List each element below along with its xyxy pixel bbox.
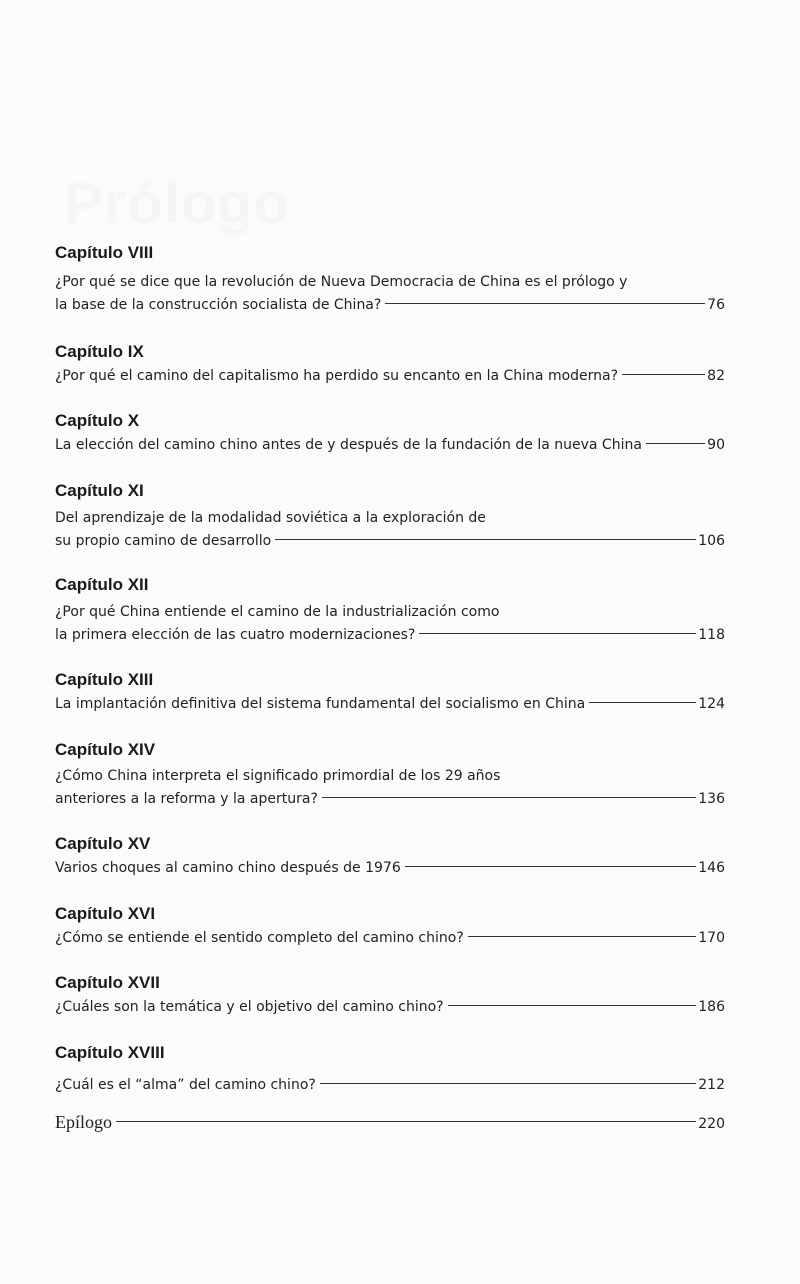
dot-leader <box>116 1121 696 1122</box>
page-number: 136 <box>698 791 725 807</box>
page-number: 220 <box>698 1116 725 1132</box>
chapter-title: Capítulo XIV <box>55 740 156 759</box>
chapter-title: Capítulo XV <box>55 834 151 853</box>
dot-leader <box>448 1005 697 1006</box>
toc-entry-chapter-9 <box>55 342 725 388</box>
page-number: 146 <box>698 860 725 876</box>
chapter-title: Capítulo XIII <box>55 670 154 689</box>
chapter-title: Capítulo IX <box>55 342 144 361</box>
page-number: 124 <box>698 696 725 712</box>
toc-entry-epilogue <box>55 1110 725 1136</box>
dot-leader <box>405 866 697 867</box>
page-number: 170 <box>698 930 725 946</box>
entry-text-line: Varios choques al camino chino después de 1976 <box>55 860 401 876</box>
toc-entry-chapter-14 <box>55 740 725 811</box>
page-number: 82 <box>707 368 725 384</box>
toc-entry-chapter-17 <box>55 973 725 1019</box>
toc-entry-chapter-16 <box>55 904 725 950</box>
toc-entry-chapter-12 <box>55 575 725 647</box>
dot-leader <box>419 633 696 634</box>
toc-entry-chapter-13 <box>55 670 725 716</box>
entry-text-line: anteriores a la reforma y la apertura? <box>55 791 318 807</box>
dot-leader <box>322 797 696 798</box>
entry-text-line: ¿Cómo se entiende el sentido completo del camino chino? <box>55 930 464 946</box>
epilogue-label: Epílogo <box>55 1112 112 1132</box>
chapter-title: Capítulo VIII <box>55 243 154 262</box>
dot-leader <box>385 303 705 304</box>
dot-leader <box>468 936 697 937</box>
entry-text-line: La implantación definitiva del sistema fundamental del socialismo en China <box>55 696 586 712</box>
entry-text-line: la base de la construcción socialista de China? <box>55 297 382 313</box>
dot-leader <box>320 1083 696 1084</box>
entry-text-line: ¿Cuáles son la temática y el objetivo del camino chino? <box>55 999 444 1015</box>
entry-text-line: la primera elección de las cuatro modernizaciones? <box>55 627 416 643</box>
chapter-title: Capítulo XI <box>55 481 144 500</box>
page-number: 106 <box>698 533 725 549</box>
chapter-title: Capítulo XVII <box>55 973 160 992</box>
chapter-title: Capítulo XVI <box>55 904 156 923</box>
toc-entry-chapter-8 <box>55 243 725 317</box>
page-number: 76 <box>707 297 725 313</box>
dot-leader <box>275 539 696 540</box>
entry-text-line: su propio camino de desarrollo <box>55 533 272 549</box>
watermark-text: Prólogo <box>64 171 291 236</box>
entry-text-line: ¿Por qué se dice que la revolución de Nueva Democracia de China es el prólogo y <box>55 274 628 290</box>
chapter-title: Capítulo XII <box>55 575 149 594</box>
chapter-title: Capítulo X <box>55 411 140 430</box>
entry-text-line: La elección del camino chino antes de y después de la fundación de la nueva China <box>55 437 642 453</box>
toc-entry-chapter-15 <box>55 834 725 880</box>
entry-text-line: ¿Cómo China interpreta el significado primordial de los 29 años <box>55 768 501 784</box>
toc-entry-chapter-11 <box>55 481 725 553</box>
toc-entry-chapter-18 <box>55 1043 725 1097</box>
page-number: 90 <box>707 437 725 453</box>
toc-entry-chapter-10 <box>55 411 725 457</box>
chapter-title: Capítulo XVIII <box>55 1043 165 1062</box>
page-number: 212 <box>698 1077 725 1093</box>
dot-leader <box>646 443 705 444</box>
entry-text-line: ¿Por qué el camino del capitalismo ha perdido su encanto en la China moderna? <box>55 368 619 384</box>
dot-leader <box>589 702 696 703</box>
entry-text-line: ¿Por qué China entiende el camino de la industrialización como <box>55 604 500 620</box>
entry-text-line: ¿Cuál es el “alma” del camino chino? <box>55 1077 316 1093</box>
entry-text-line: Del aprendizaje de la modalidad soviética a la exploración de <box>55 510 486 526</box>
page-number: 186 <box>698 999 725 1015</box>
page-number: 118 <box>698 627 725 643</box>
dot-leader <box>622 374 705 375</box>
